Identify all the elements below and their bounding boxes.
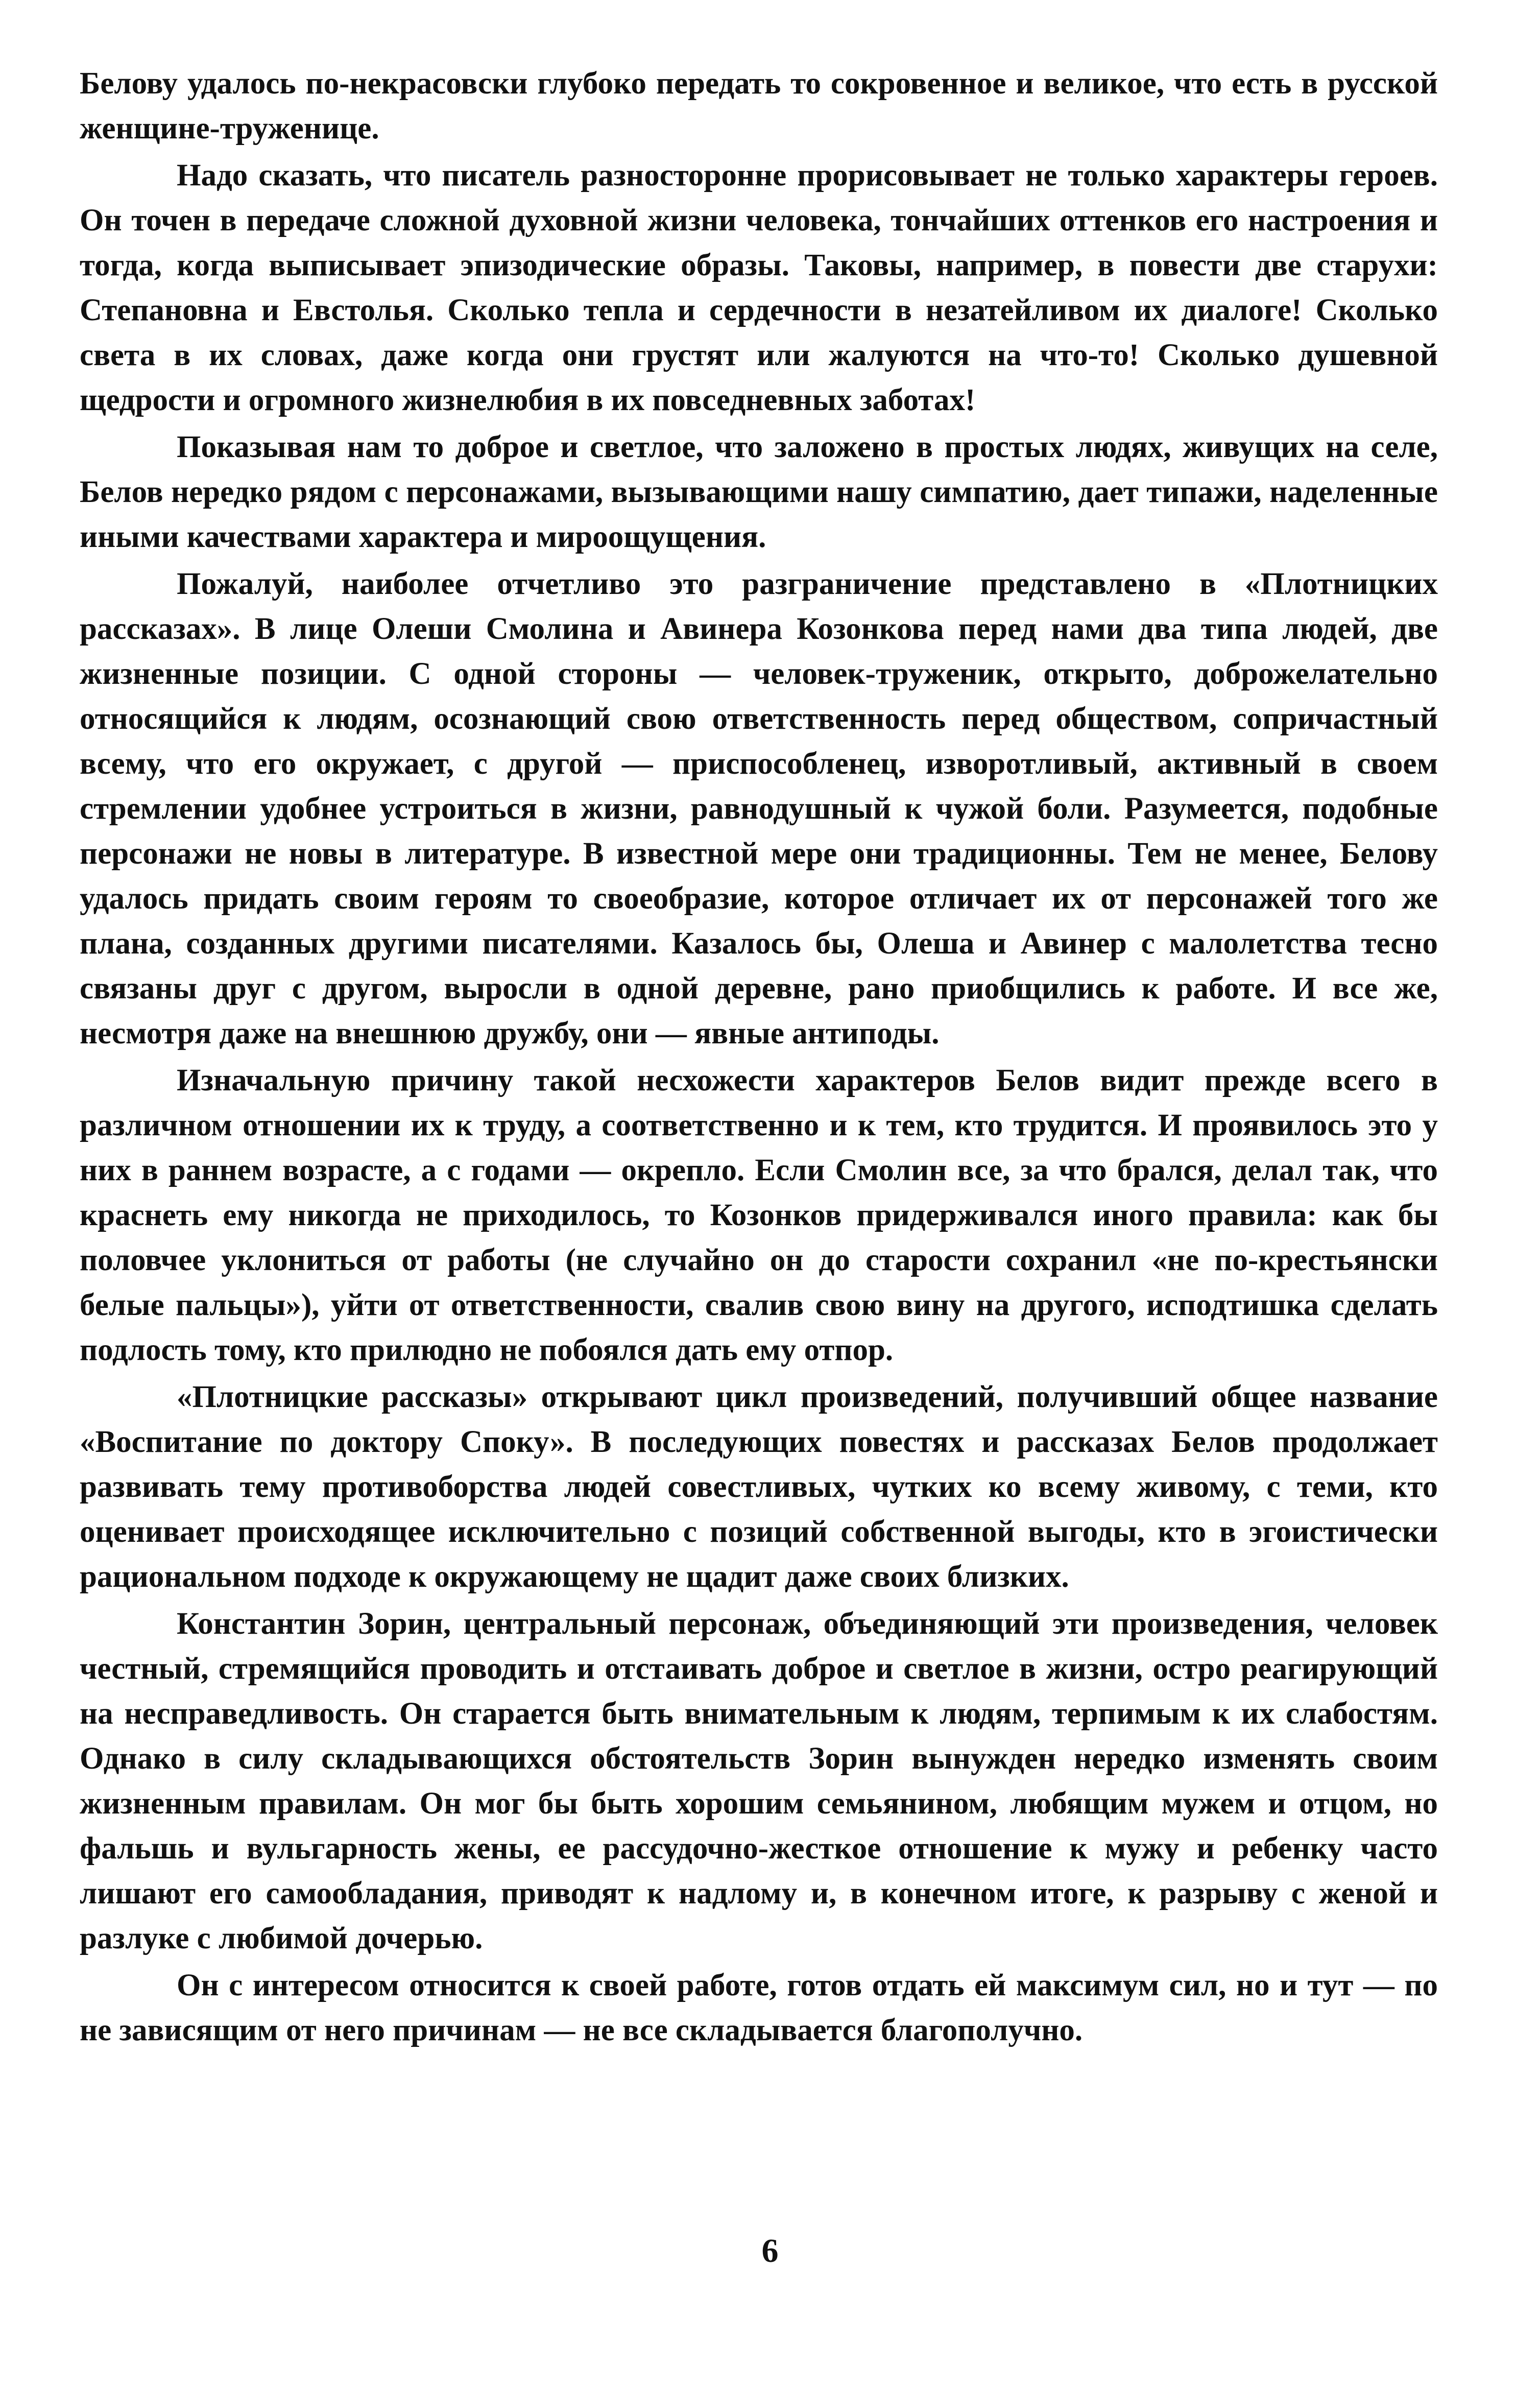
paragraph: Константин Зорин, центральный персонаж, объединяющий эти произведения, человек честный, стремящийся проводить и отстаивать доброе и светлое в жизни, остро реагирующий на несправедливость. Он старается быть внимательным к людям, терпимым к их слабостям. Однако в силу складывающихся обстоятельств Зорин вынужден нередко изменять своим жизненным правилам. Он мог бы быть хорошим семьянином, любящим мужем и отцом, но фальшь и вульгарность жены, ее рассудочно-жесткое отношение к мужу и ребенку часто лишают его самообладания, приводят к надлому и, в конечном итоге, к разрыву с женой и разлуке с любимой дочерью. [80, 1607, 1438, 1955]
page-body [80, 61, 1438, 2053]
paragraph: Пожалуй, наиболее отчетливо это разграничение представлено в «Плотницких рассказах». В лице Олеши Смолина и Авинера Козонкова перед нами два типа людей, две жизненные позиции. С одной стороны — человек-труженик, открыто, доброжелательно относящийся к людям, осознающий свою ответственность перед обществом, сопричастный всему, что его окружает, с другой — приспособленец, изворотливый, активный в своем стремлении удобнее устроиться в жизни, равнодушный к чужой боли. Разумеется, подобные персонажи не новы в литературе. В известной мере они традиционны. Тем не менее, Белову удалось придать своим героям то своеобразие, которое отличает их от персонажей того же плана, созданных другими писателями. Казалось бы, Олеша и Авинер с малолетства тесно связаны друг с другом, выросли в одной деревне, рано приобщились к работе. И все же, несмотря даже на внешнюю дружбу, они — явные антиподы. [80, 567, 1438, 1051]
paragraph: Показывая нам то доброе и светлое, что заложено в простых людях, живущих на селе, Белов нередко рядом с персонажами, вызывающими нашу симпатию, дает типажи, наделенные иными качествами характера и мироощущения. [80, 430, 1438, 554]
paragraph: Он с интересом относится к своей работе, готов отдать ей максимум сил, но и тут — по не зависящим от него причинам — не все складывается благополучно. [80, 1968, 1438, 2047]
paragraph: Белову удалось по-некрасовски глубоко передать то сокровенное и великое, что есть в русской женщине-труженице. [80, 66, 1438, 146]
page-number: 6 [761, 2232, 779, 2270]
paragraph: Надо сказать, что писатель разносторонне прорисовывает не только характеры героев. Он точен в передаче сложной духовной жизни человека, тончайших оттенков его настроения и тогда, когда выписывает эпизодические образы. Таковы, например, в повести две старухи: Степановна и Евстолья. Сколько тепла и сердечности в незатейливом их диалоге! Сколько света в их словах, даже когда они грустят или жалуются на что-то! Сколько душевной щедрости и огромного жизнелюбия в их повседневных заботах! [80, 158, 1438, 417]
paragraph: Изначальную причину такой несхожести характеров Белов видит прежде всего в различном отношении их к труду, а соответственно и к тем, кто трудится. И проявилось это у них в раннем возрасте, а с годами — окрепло. Если Смолин все, за что брался, делал так, что краснеть ему никогда не приходилось, то Козонков придерживался иного правила: как бы половчее уклониться от работы (не случайно он до старости сохранил «не по-крестьянски белые пальцы»), уйти от ответственности, свалив свою вину на другого, исподтишка сделать подлость тому, кто прилюдно не побоялся дать ему отпор. [80, 1063, 1438, 1367]
paragraph: «Плотницкие рассказы» открывают цикл произведений, получивший общее название «Воспитание по доктору Споку». В последующих повестях и рассказах Белов продолжает развивать тему противоборства людей совестливых, чутких ко всему живому, с теми, кто оценивает происходящее исключительно с позиций собственной выгоды, кто в эгоистически рациональном подходе к окружающему не щадит даже своих близких. [80, 1380, 1438, 1594]
